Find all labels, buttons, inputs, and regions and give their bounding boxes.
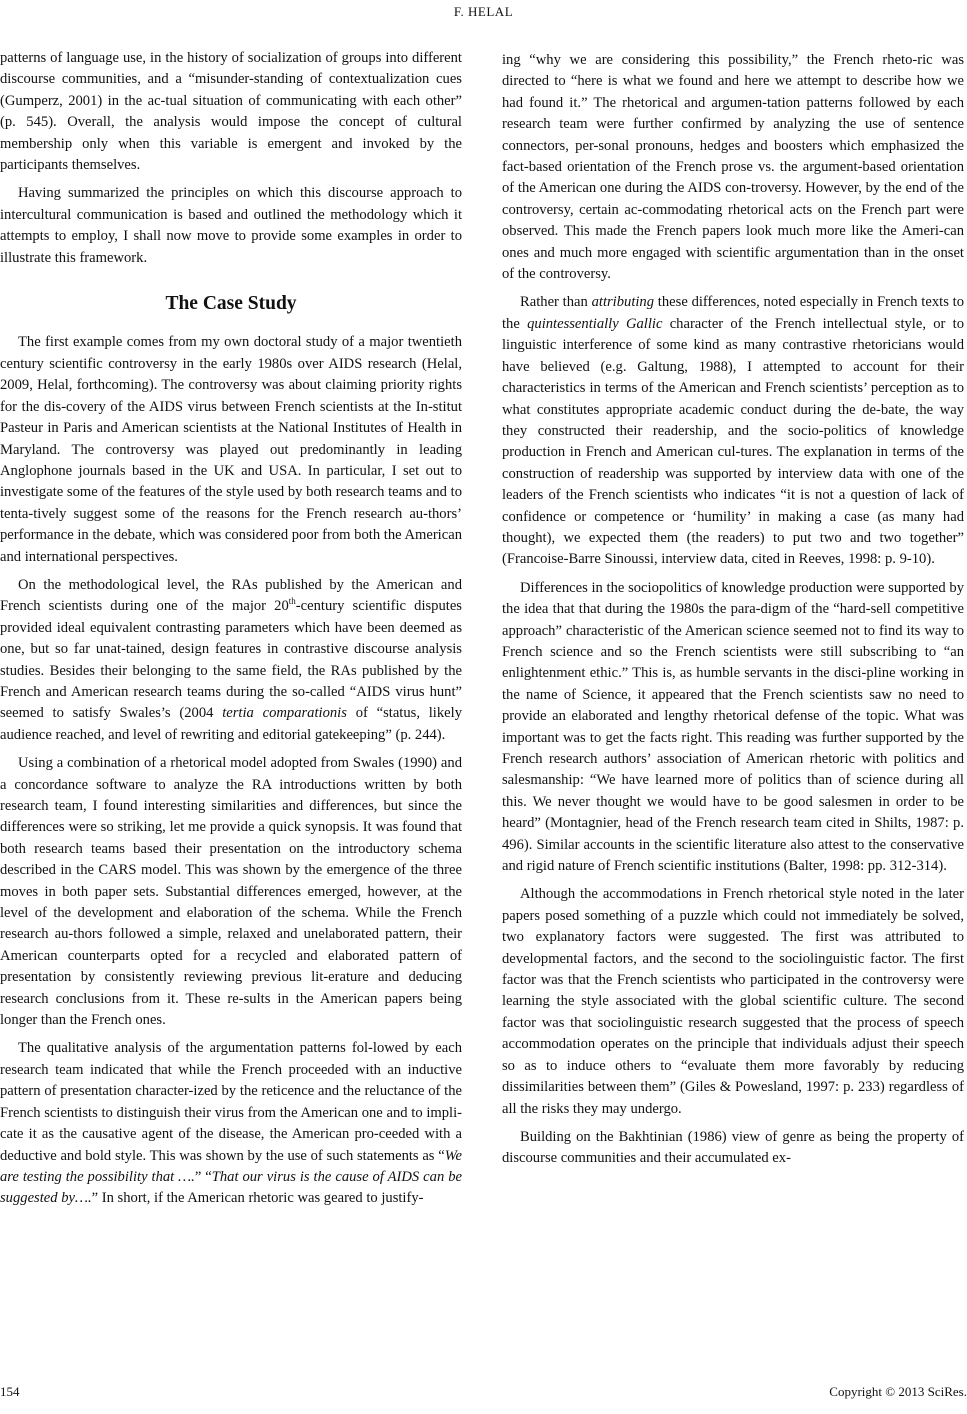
text-span: character of the French intellectual style, or to linguistic interference of some kind as many contrastive rhetoricians would have believed (e.g. Galtung, 1988), I attempted to account for their characteristics in terms of the American and French scientists’ perception as to what constitutes appropriate academic conduct during the de-bate, the way they constructed their readership, and the socio-politics of knowledge production in French and American cul-tures. The explanation in terms of the construction of readership was supported by interview data with one of the leaders of the French scientists who indicates “it is not a question of lack of confidence or competence or ‘humility’ in making a case (as many had thought), we expected them (the readers) to put two and two together” (Francoise-Barre Sinoussi, interview data, cited in Reeves, 1998: p. 9-10). [502, 315, 964, 568]
paragraph: Having summarized the principles on which this discourse approach to intercultural communication is based and outlined the methodology which it attempts to employ, I shall now move to provide some examples in order to illustrate this framework. [0, 185, 462, 266]
text-span: -century scientific disputes provided ideal equivalent contrasting parameters which have been deemed as one, but so far unat-tained, design features in contrastive discourse analysis studies. Besides their belonging to the same field, the RAs published by the French and American research teams during the so-called “AIDS virus hunt” seemed to satisfy Swales’s (2004 [0, 598, 462, 722]
paragraph: Although the accommodations in French rhetorical style noted in the later papers posed something of a puzzle which could not immediately be solved, two explanatory factors were suggested. The first was attributed to developmental factors, and the second to the sociolinguistic factor. The first factor was that the French scientists who participated in the controversy were learning the style associated with the global scientific culture. The second factor was that sociolinguistic research suggested that the process of speech accommodation operates on the principle that individuals adjust their speech so as to induce others to “evaluate them more favorably by reducing dissimilarities between them” (Giles & Powesland, 1997: p. 233) regardless of all the risks they may undergo. [502, 886, 964, 1117]
italic-term: quintessentially Gallic [527, 315, 663, 332]
text-span: The qualitative analysis of the argumentation patterns fol-lowed by each research team indicated that while the French proceeded with an inductive pattern of presentation character-ized by the reticence and the reluctance of the French scientists to distinguish their virus from the American one and to impli-cate it as the causative agent of the disease, the American pro-ceeded with a deductive and bold style. This was shown by the use of such statements as “ [0, 1040, 462, 1164]
text-span: ” In short, if the American rhetoric was geared to justify- [91, 1190, 424, 1207]
paragraph: The first example comes from my own doctoral study of a major twentieth century scientific controversy in the early 1980s over AIDS research (Helal, 2009, Helal, forthcoming). The controversy was about claiming priority rights for the dis-covery of the AIDS virus between French scientists at the In-stitut Pasteur in Paris and American scientists at the National Institutes of Health in Maryland. The controversy was played out predominantly in leading Anglophone journals based in the UK and USA. In particular, I set out to investigate some of the features of the style used by both research teams and to tenta-tively suggest some of the reasons for the French research au-thors’ performance in the debate, which was considered poor from both the American and international perspectives. [0, 334, 462, 565]
paragraph: patterns of language use, in the history of socialization of groups into different discourse communities, and a “misunder-standing of contextualization cues (Gumperz, 2001) in the ac-tual situation of communicating with each other” (p. 545). Overall, the analysis would impose the concept of cultural membership only when this variable is emergent and invoked by the participants themselves. [0, 50, 462, 174]
paragraph: Building on the Bakhtinian (1986) view of genre as being the property of discourse communities and their accumulated ex- [502, 1128, 964, 1167]
paragraph [0, 575, 462, 746]
copyright-notice: Copyright © 2013 SciRes. [829, 1384, 967, 1399]
paragraph [0, 1038, 462, 1209]
section-heading: The Case Study [165, 293, 297, 315]
paragraph: Using a combination of a rhetorical model adopted from Swales (1990) and a concordance software to analyze the RA introductions written by both research team, I found interesting similarities and differences, but since the differences were so striking, let me provide a quick synopsis. It was found that both research teams based their presentation on the introductory schema described in the CARS model. This was shown by the emergence of the three moves in both paper sets. Substantial differences emerged, however, at the level of the development and elaboration of the schema. While the French research au-thors followed a simple, relaxed and unelaborated pattern, their American counterparts opted for a recycled and elaborated pattern of presentation by consistently reviewing previous lit-erature and deducing research conclusions from it. These re-sults in the American papers being longer than the French ones. [0, 755, 462, 1029]
italic-quote: That our virus is the cause of AIDS can be suggested by…. [0, 1168, 462, 1207]
italic-quote: We are testing the possibility that …. [0, 1147, 462, 1185]
text-span: Rather than [520, 294, 592, 311]
running-header: F. HELAL [453, 4, 514, 19]
text-span: On the methodological level, the RAs published by the American and French scientists during one of the major 20 [0, 576, 462, 615]
italic-term: attributing [591, 294, 655, 311]
paragraph: Differences in the sociopolitics of knowledge production were supported by the idea that that during the 1980s the para-digm of the “hard-sell competitive approach” characteristic of the American science seemed not to find its way to French science and so the French scientists were still subscribing to “an enlightenment ethic.” This is, as humble servants in the disci-pline working in the name of Science, it appeared that the French scientists saw no need to provide an elaborated and lengthy rhetorical defense of the topic. What was important was to get the facts right. This reading was further supported by the French research authors’ association of American rhetoric with politics and salesmanship: “We have learned more of politics than of science during all this. We never thought we would have to be good salesmen in order to be heard” (Montagnier, head of the French research team cited in Shilts, 1987: p. 496). Similar accounts in the scientific literature also attest to the conservative and rigid nature of French scientific institutions (Balter, 1998: pp. 312-314). [502, 579, 964, 875]
text-span: ” “ [194, 1168, 212, 1185]
paragraph [502, 292, 964, 570]
superscript: th [288, 596, 296, 607]
italic-term: tertia comparationis [222, 705, 347, 722]
right-column [502, 50, 964, 1170]
text-span: of “status, likely audience reached, and level of rewriting and editorial gatekeeping” (p. 244). [0, 705, 462, 743]
page-number: 154 [0, 1384, 20, 1399]
left-column [0, 48, 462, 1210]
text-span: these differences, noted especially in French texts to the [502, 294, 965, 332]
paragraph: ing “why we are considering this possibility,” the French rheto-ric was directed to “here is what we found and here we attempt to describe how we had found it.” The rhetorical and argumen-tation patterns followed by each research team were further confirmed by analyzing the use of sentence connectors, per-sonal pronouns, hedges and boosters which emphasized the fact-based orientation of the French prose vs. the argument-based orientation of the American one during the AIDS con-troversy. However, by the end of the controversy, certain ac-commodating rhetorical acts on the French part were observed. This made the French papers look much more like the Ameri-can ones and much more engaged with scientific argumentation than in the onset of the controversy. [502, 52, 964, 283]
